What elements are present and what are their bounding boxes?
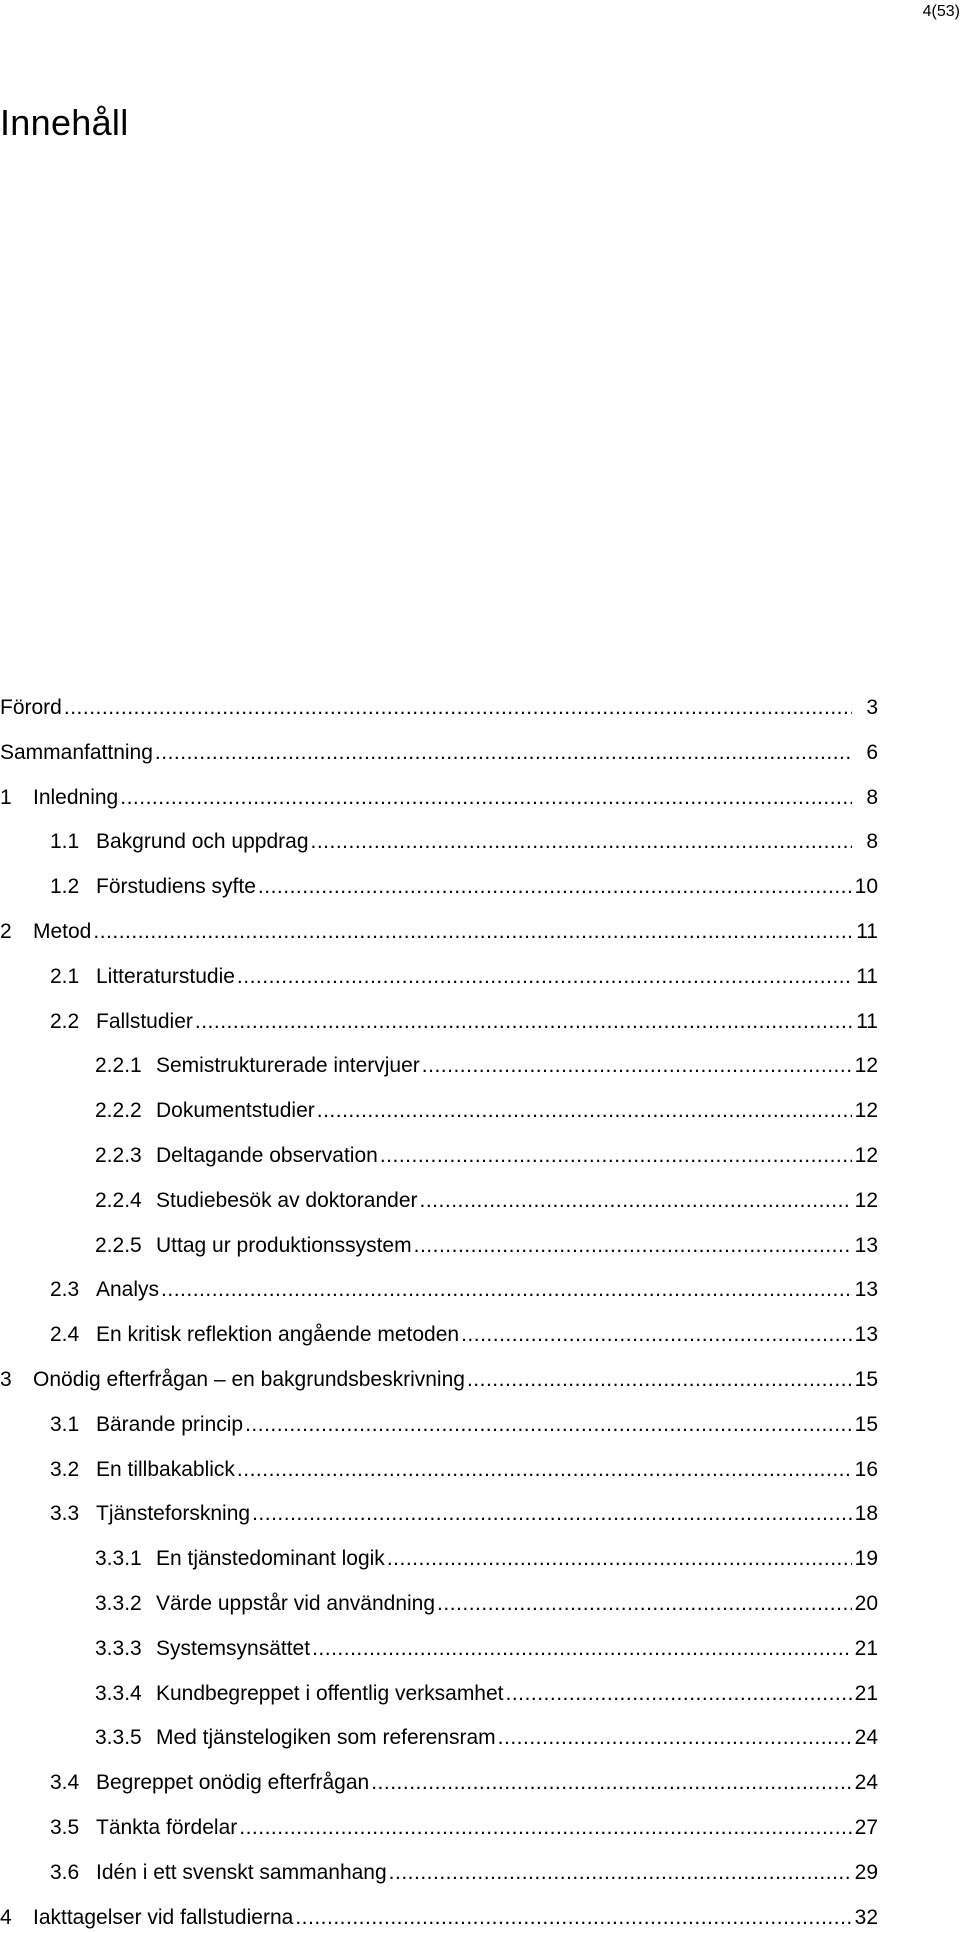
toc-entry-number: 2.2 [50, 1009, 80, 1033]
toc-dot-leader [258, 872, 852, 902]
page-title: Innehåll [0, 102, 129, 143]
toc-entry-label: Studiebesök av doktorander [156, 1188, 418, 1212]
toc-entry[interactable] [95, 1051, 878, 1081]
toc-entry[interactable] [95, 1679, 878, 1709]
toc-entry-number: 2.2.5 [95, 1233, 142, 1257]
toc-entry-label: Värde uppstår vid användning [156, 1592, 436, 1615]
toc-entry-number: 3.2 [50, 1457, 80, 1481]
toc-entry-label: Tjänsteforskning [96, 1502, 251, 1526]
toc-entry[interactable] [0, 917, 878, 947]
toc-entry-page-number: 24 [854, 1771, 878, 1795]
toc-dot-leader [387, 1544, 852, 1574]
toc-entry-label: Analys [96, 1278, 160, 1302]
toc-entry-label: Uttag ur produktionssystem [156, 1233, 412, 1257]
toc-entry-page-number: 15 [854, 1368, 878, 1391]
toc-entry[interactable] [50, 1007, 878, 1037]
toc-entry-page-number: 29 [854, 1860, 878, 1884]
toc-entry-label: En tillbakablick [96, 1457, 235, 1481]
toc-entry[interactable] [50, 1410, 878, 1440]
toc-entry[interactable] [95, 1096, 878, 1126]
toc-dot-leader [317, 1096, 852, 1126]
toc-entry-number: 3.3.5 [95, 1726, 142, 1750]
toc-entry[interactable] [50, 1499, 878, 1529]
toc-entry-page-number: 12 [854, 1054, 878, 1078]
toc-entry[interactable] [0, 693, 878, 723]
toc-entry-number: 1.2 [50, 875, 80, 899]
toc-dot-leader [389, 1858, 852, 1888]
toc-entry[interactable] [0, 1365, 878, 1395]
toc-entry-page-number: 3 [866, 696, 878, 719]
toc-entry[interactable] [50, 1455, 878, 1485]
toc-entry-label: Litteraturstudie [96, 964, 235, 988]
toc-entry-label: Bärande princip [96, 1412, 244, 1436]
toc-entry[interactable] [50, 1813, 878, 1843]
toc-dot-leader [64, 693, 852, 723]
toc-dot-leader [422, 1051, 852, 1081]
toc-entry-label: Förord [0, 696, 62, 719]
toc-dot-leader [414, 1231, 852, 1261]
toc-entry-label: Semistrukturerade intervjuer [156, 1054, 420, 1078]
toc-entry[interactable] [50, 962, 878, 992]
toc-entry-page-number: 21 [854, 1636, 878, 1660]
toc-entry-page-number: 16 [854, 1457, 878, 1481]
toc-entry-page-number: 8 [866, 785, 878, 809]
toc-dot-leader [380, 1141, 852, 1171]
toc-dot-leader [498, 1723, 852, 1753]
toc-entry-page-number: 20 [854, 1592, 878, 1615]
toc-entry-number: 3.3.2 [95, 1592, 142, 1615]
toc-entry-label: Iakttagelser vid fallstudierna [33, 1905, 294, 1929]
toc-entry-number: 2.4 [50, 1323, 80, 1347]
toc-dot-leader [237, 1455, 852, 1485]
toc-entry-label: En kritisk reflektion angående metoden [96, 1323, 460, 1347]
toc-entry-label: Kundbegreppet i offentlig verksamhet [156, 1681, 504, 1705]
toc-entry-number: 3.4 [50, 1771, 80, 1795]
toc-entry[interactable] [95, 1723, 878, 1753]
toc-entry-page-number: 11 [856, 1009, 878, 1033]
toc-dot-leader [161, 1275, 852, 1305]
toc-entry-page-number: 6 [866, 740, 878, 764]
toc-dot-leader [245, 1410, 852, 1440]
toc-dot-leader [437, 1589, 852, 1619]
toc-entry[interactable] [50, 872, 878, 902]
toc-entry-label: Begreppet onödig efterfrågan [96, 1771, 370, 1795]
toc-entry-number: 3.3 [50, 1502, 80, 1526]
toc-entry-number: 2 [0, 920, 12, 943]
page-number: 4(53) [922, 3, 960, 20]
toc-dot-leader [195, 1007, 852, 1037]
toc-entry-label: Förstudiens syfte [96, 875, 256, 899]
toc-dot-leader [239, 1813, 852, 1843]
toc-dot-leader [506, 1679, 852, 1709]
toc-entry-page-number: 18 [854, 1502, 878, 1526]
toc-entry[interactable] [95, 1589, 878, 1619]
toc-entry-number: 2.2.1 [95, 1054, 142, 1078]
toc-entry[interactable] [0, 738, 878, 768]
toc-entry-number: 3.6 [50, 1860, 80, 1884]
toc-entry-page-number: 12 [854, 1188, 878, 1212]
toc-dot-leader [93, 917, 852, 947]
toc-entry-page-number: 11 [856, 964, 878, 988]
toc-entry-label: Dokumentstudier [156, 1099, 315, 1123]
toc-entry[interactable] [95, 1231, 878, 1261]
toc-entry[interactable] [50, 827, 878, 857]
toc-entry-label: Onödig efterfrågan – en bakgrundsbeskrivning [33, 1368, 465, 1391]
toc-dot-leader [312, 1634, 852, 1664]
toc-entry-label: Fallstudier [96, 1009, 193, 1033]
toc-dot-leader [155, 738, 852, 768]
toc-entry-page-number: 21 [854, 1681, 878, 1705]
toc-entry[interactable] [95, 1141, 878, 1171]
toc-entry-page-number: 8 [866, 830, 878, 854]
toc-dot-leader [420, 1186, 852, 1216]
toc-entry-number: 2.2.2 [95, 1099, 142, 1123]
toc-entry-page-number: 15 [854, 1412, 878, 1436]
toc-entry-page-number: 13 [854, 1323, 878, 1347]
toc-entry-label: Sammanfattning [0, 740, 153, 764]
toc-entry-number: 3.1 [50, 1412, 80, 1436]
toc-entry[interactable] [95, 1634, 878, 1664]
toc-entry-label: Metod [33, 920, 92, 943]
toc-entry-label: Tänkta fördelar [96, 1816, 238, 1839]
toc-entry-label: Bakgrund och uppdrag [96, 830, 309, 854]
toc-entry-number: 3 [0, 1368, 12, 1391]
toc-dot-leader [371, 1768, 852, 1798]
toc-entry-number: 3.3.1 [95, 1547, 142, 1571]
toc-entry[interactable] [95, 1186, 878, 1216]
toc-entry-page-number: 12 [854, 1144, 878, 1167]
toc-dot-leader [461, 1320, 852, 1350]
toc-entry-page-number: 24 [854, 1726, 878, 1750]
toc-dot-leader [237, 962, 852, 992]
toc-entry-number: 3.3.4 [95, 1681, 142, 1705]
toc-entry-number: 3.5 [50, 1816, 80, 1839]
toc-entry-label: Med tjänstelogiken som referensram [156, 1726, 496, 1750]
toc-entry-page-number: 13 [854, 1233, 878, 1257]
toc-entry-page-number: 19 [854, 1547, 878, 1571]
toc-entry-number: 3.3.3 [95, 1636, 142, 1660]
toc-entry-page-number: 10 [854, 875, 878, 899]
toc-entry-page-number: 32 [854, 1905, 878, 1929]
toc-entry-number: 1.1 [50, 830, 80, 854]
toc-dot-leader [311, 827, 853, 857]
toc-dot-leader [467, 1365, 852, 1395]
toc-entry[interactable] [95, 1544, 878, 1574]
toc-entry-number: 1 [0, 785, 12, 809]
toc-entry[interactable] [50, 1768, 878, 1798]
toc-entry-number: 2.3 [50, 1278, 80, 1302]
toc-entry-label: En tjänstedominant logik [156, 1547, 385, 1571]
toc-entry-label: Idén i ett svenskt sammanhang [96, 1860, 387, 1884]
toc-entry-page-number: 27 [854, 1816, 878, 1839]
toc-entry[interactable] [50, 1275, 878, 1305]
toc-entry-page-number: 12 [854, 1099, 878, 1123]
toc-entry[interactable] [50, 1858, 878, 1888]
toc-dot-leader [120, 783, 852, 813]
toc-entry[interactable] [0, 783, 878, 813]
toc-entry[interactable] [50, 1320, 878, 1350]
toc-entry[interactable] [0, 1903, 878, 1933]
toc-entry-number: 2.1 [50, 964, 80, 988]
toc-entry-label: Inledning [33, 785, 119, 809]
toc-entry-label: Systemsynsättet [156, 1636, 311, 1660]
toc-entry-number: 2.2.3 [95, 1144, 142, 1167]
toc-entry-label: Deltagande observation [156, 1144, 378, 1167]
toc-entry-number: 2.2.4 [95, 1188, 142, 1212]
toc-entry-page-number: 11 [856, 920, 878, 943]
toc-dot-leader [252, 1499, 852, 1529]
toc-dot-leader [295, 1903, 852, 1933]
toc-entry-number: 4 [0, 1905, 12, 1929]
toc-entry-page-number: 13 [854, 1278, 878, 1302]
